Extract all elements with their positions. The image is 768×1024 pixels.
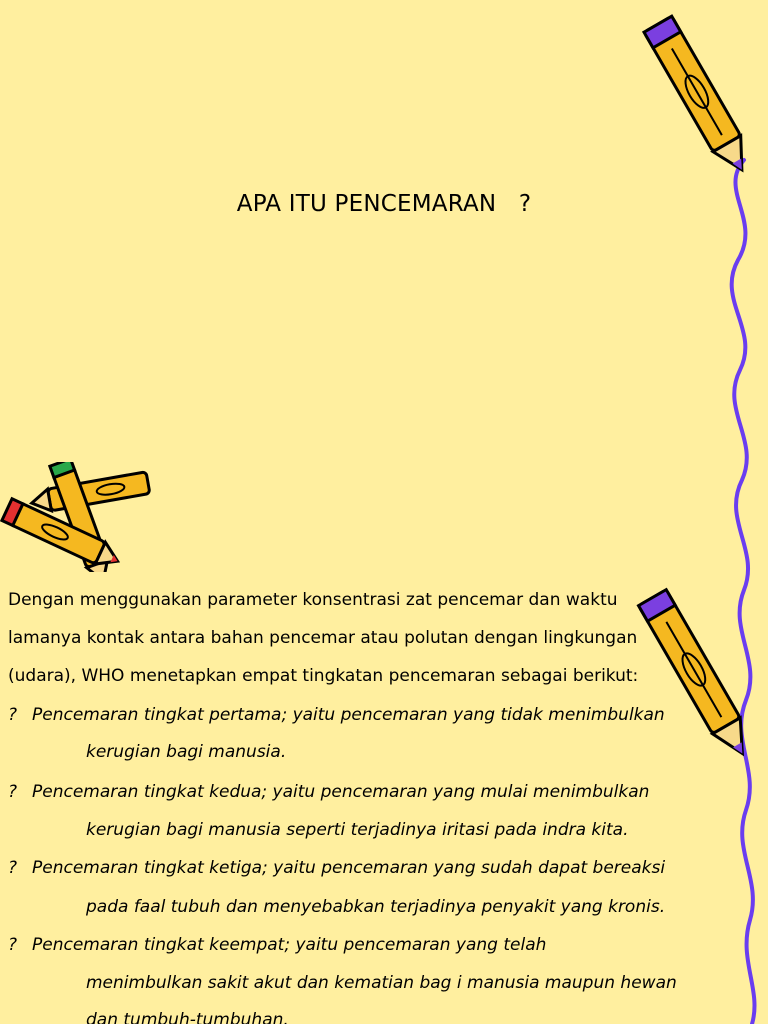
list-item-line: dan tumbuh-tumbuhan. bbox=[86, 1010, 289, 1024]
slide-title: APA ITU PENCEMARAN ? bbox=[236, 191, 532, 217]
bullet-symbol: ? bbox=[8, 935, 18, 955]
crossed-pencils-icon bbox=[0, 462, 160, 572]
bullet-symbol: ? bbox=[8, 782, 18, 802]
intro-line: lamanya kontak antara bahan pencemar atau polutan dengan lingkungan bbox=[8, 628, 638, 648]
bullet-symbol: ? bbox=[8, 705, 18, 725]
intro-line: (udara), WHO menetapkan empat tingkatan pencemaran sebagai berikut: bbox=[8, 666, 639, 686]
list-item-line: kerugian bagi manusia. bbox=[86, 742, 287, 762]
intro-line: Dengan menggunakan parameter konsentrasi zat pencemar dan waktu bbox=[8, 590, 618, 610]
list-item-line: Pencemaran tingkat keempat; yaitu pencemaran yang telah bbox=[32, 935, 547, 955]
list-item-line: Pencemaran tingkat ketiga; yaitu pencemaran yang sudah dapat bereaksi bbox=[32, 858, 666, 878]
pencil-icon bbox=[640, 2, 755, 187]
bullet-symbol: ? bbox=[8, 858, 18, 878]
list-item-line: Pencemaran tingkat kedua; yaitu pencemaran yang mulai menimbulkan bbox=[32, 782, 650, 802]
pencil-icon bbox=[636, 575, 751, 775]
list-item-line: menimbulkan sakit akut dan kematian bag i manusia maupun hewan bbox=[86, 973, 677, 993]
list-item-line: kerugian bagi manusia seperti terjadinya iritasi pada indra kita. bbox=[86, 820, 629, 840]
list-item-line: pada faal tubuh dan menyebabkan terjadinya penyakit yang kronis. bbox=[86, 897, 666, 917]
list-item-line: Pencemaran tingkat pertama; yaitu pencemaran yang tidak menimbulkan bbox=[32, 705, 665, 725]
